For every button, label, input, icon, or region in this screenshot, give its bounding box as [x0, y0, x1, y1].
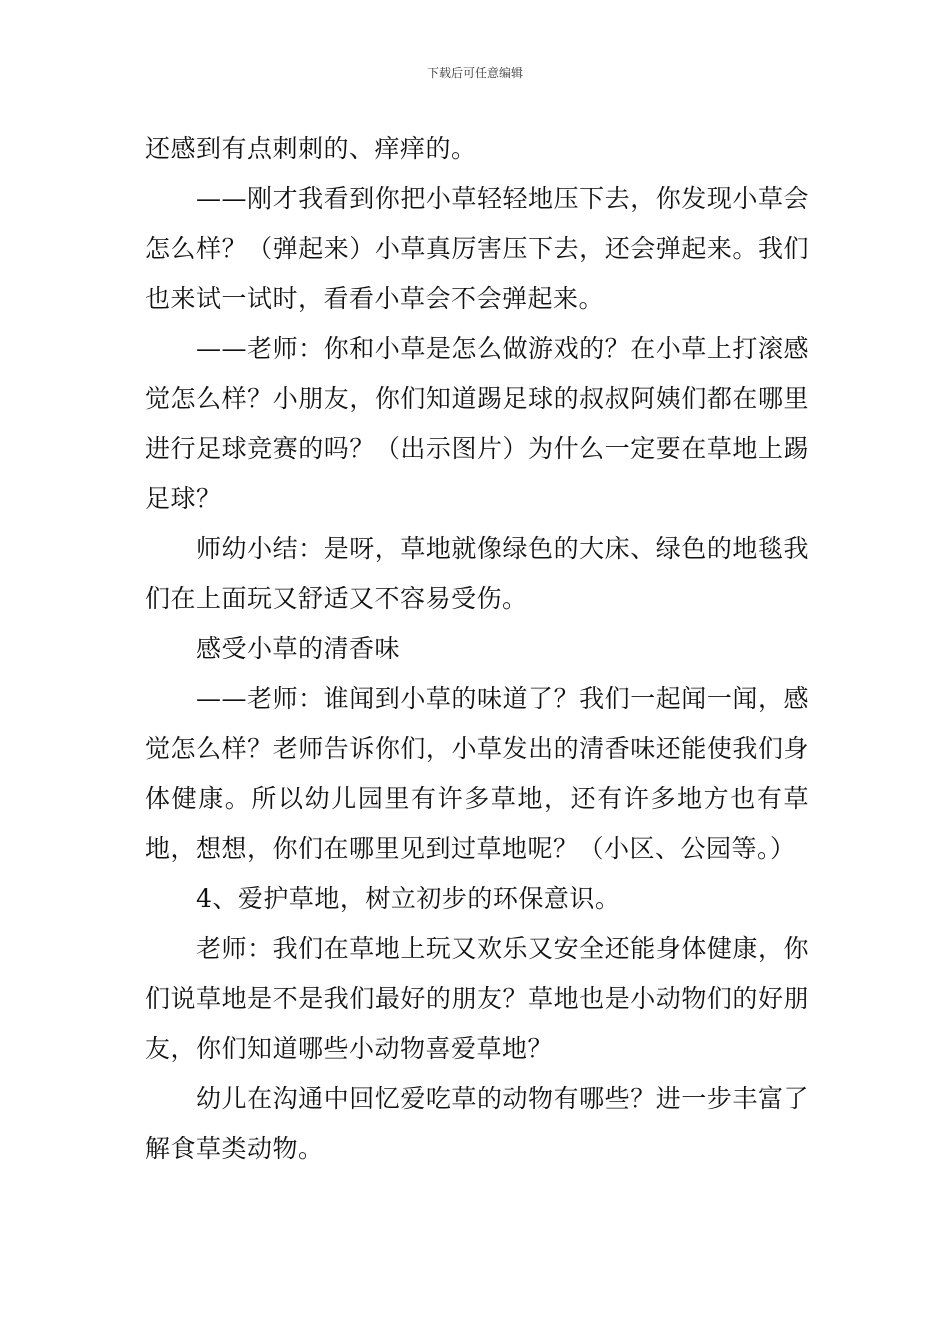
paragraph-3: ——老师：你和小草是怎么做游戏的？在小草上打滚感觉怎么样？小朋友，你们知道踢足球的叔叔阿姨们都在哪里进行足球竞赛的吗？（出示图片）为什么一定要在草地上踢足球？ [145, 334, 809, 513]
section-heading-fragrance: 感受小草的清香味 [196, 634, 401, 663]
section-heading-protect-grass: 4、爱护草地，树立初步的环保意识。 [196, 884, 621, 913]
paragraph-6: ——老师：谁闻到小草的味道了？我们一起闻一闻，感觉怎么样？老师告诉你们，小草发出的清香味还能使我们身体健康。所以幼儿园里有许多草地，还有许多地方也有草地，想想，你们在哪里见到过草地呢？（小区、公园等。） [145, 684, 809, 863]
paragraph-2: ——刚才我看到你把小草轻轻地压下去，你发现小草会怎么样？（弹起来）小草真厉害压下去，还会弹起来。我们也来试一试时，看看小草会不会弹起来。 [145, 184, 809, 313]
page-header: 下载后可任意编辑 [426, 66, 523, 80]
document-body [145, 124, 809, 1174]
paragraph-1: 还感到有点刺刺的、痒痒的。 [145, 134, 477, 163]
paragraph-4: 师幼小结：是呀，草地就像绿色的大床、绿色的地毯我们在上面玩又舒适又不容易受伤。 [145, 534, 809, 613]
paragraph-8: 老师：我们在草地上玩又欢乐又安全还能身体健康，你们说草地是不是我们最好的朋友？草地也是小动物们的好朋友，你们知道哪些小动物喜爱草地？ [145, 934, 809, 1063]
paragraph-9: 幼儿在沟通中回忆爱吃草的动物有哪些？进一步丰富了解食草类动物。 [145, 1084, 809, 1163]
